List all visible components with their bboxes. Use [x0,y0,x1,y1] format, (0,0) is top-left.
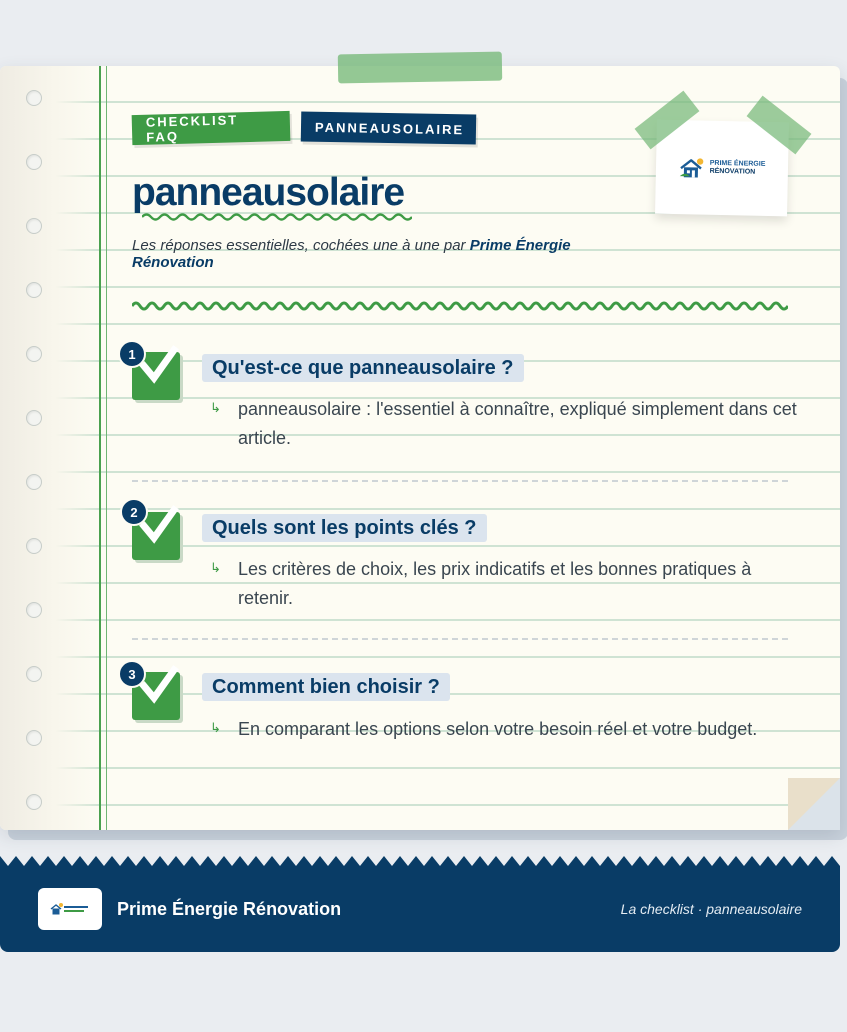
arrow-bullet-icon: ↳ [210,720,221,735]
binder-hole [26,794,42,810]
binder-hole [26,730,42,746]
binder-hole [26,346,42,362]
section-divider-wave [132,299,788,313]
logo-text-line2: RÉNOVATION [709,167,756,176]
faq-question: Qu'est-ce que panneausolaire ? [202,354,524,382]
faq-answer: panneausolaire : l'essentiel à connaître, expliqué simplement dans cet article. [238,399,797,448]
binder-hole [26,218,42,234]
title-squiggle-underline [142,211,412,223]
arrow-bullet-icon: ↳ [210,400,221,415]
footer-brand-name: Prime Énergie Rénovation [117,899,342,919]
subtitle [132,237,602,271]
topic-tag: PANNEAUSOLAIRE [301,111,476,144]
item-number-badge: 1 [118,340,146,368]
tape-strip [338,52,502,84]
margin-line [106,66,107,830]
binder-hole [26,282,42,298]
brand-logo [678,155,765,181]
footer-tagline: La checklist · panneausolaire [620,901,802,917]
footer-logo [38,888,102,930]
house-sun-logo-icon [50,902,90,916]
page-curl [788,778,840,830]
binder-hole [26,410,42,426]
faq-answer-row [210,715,800,744]
binder-hole [26,538,42,554]
subtitle-text: Les réponses essentielles, cochées une à une par [132,237,470,254]
dashed-separator [132,480,788,482]
margin-line [99,66,101,830]
binder-hole [26,90,42,106]
logo-text-line1: PRIME ÉNERGIE [709,159,766,168]
item-number-badge: 2 [120,498,148,526]
faq-answer-row [210,395,800,453]
footer-bar [0,856,840,952]
binder-hole [26,154,42,170]
page-title: panneausolaire [132,171,405,214]
checklist-tag: CHECKLIST FAQ [132,111,291,145]
page-gutter [0,66,100,830]
binder-hole [26,474,42,490]
subtitle-brand: Prime Énergie Rénovation [132,237,571,271]
faq-question: Quels sont les points clés ? [202,514,487,542]
house-sun-logo-icon [678,155,706,180]
footer-zigzag-edge [0,856,840,868]
dashed-separator [132,638,788,640]
item-number-badge: 3 [118,660,146,688]
faq-question: Comment bien choisir ? [202,673,450,701]
binder-hole [26,602,42,618]
faq-answer: Les critères de choix, les prix indicatifs et les bonnes pratiques à retenir. [238,559,752,608]
faq-answer-row [210,555,800,613]
faq-answer: En comparant les options selon votre besoin réel et votre budget. [238,719,758,739]
arrow-bullet-icon: ↳ [210,560,221,575]
binder-hole [26,666,42,682]
